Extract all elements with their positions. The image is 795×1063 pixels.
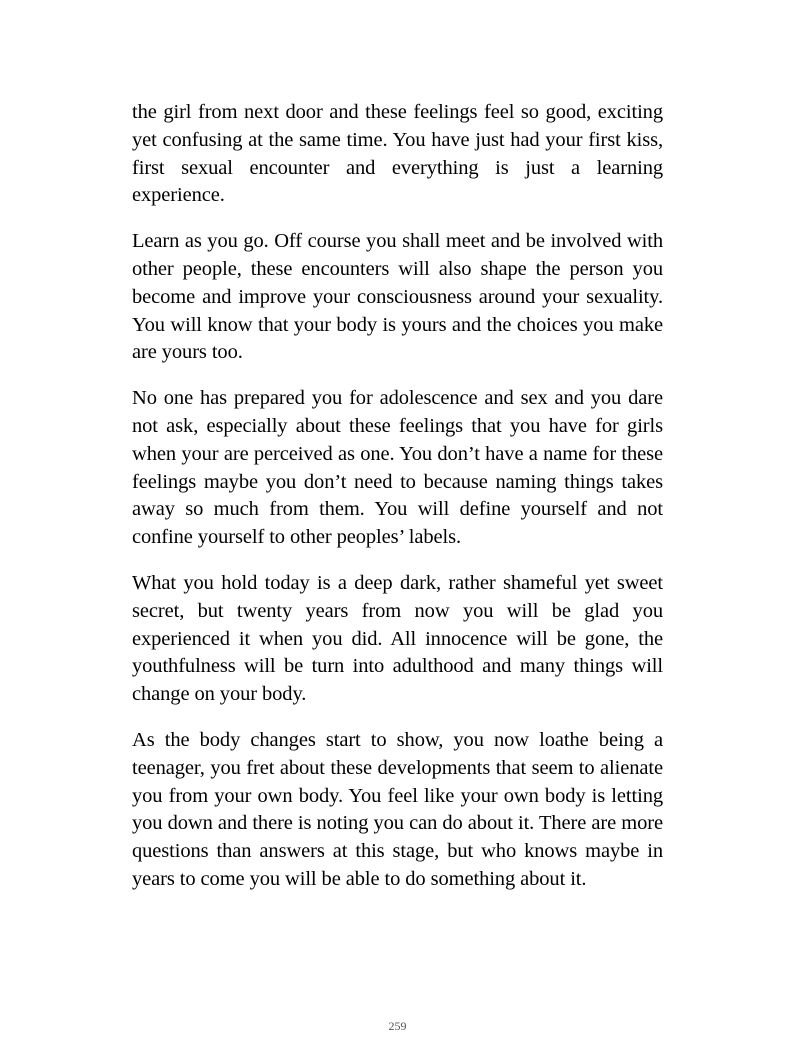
page-number: 259 [388, 1019, 407, 1033]
paragraph-3: No one has prepared you for adolescence and sex and you dare not ask, especially about these feelings that you have for girls when your are perceived as one. You don’t have a name for these feelings maybe you don’t need to because naming things takes away so much from them. You will define yourself and not confine yourself to other peoples’ labels. [132, 387, 663, 549]
paragraph-4: What you hold today is a deep dark, rather shameful yet sweet secret, but twenty years from now you will be glad you experienced it when you did. All innocence will be gone, the youthfulness will be turn into adulthood and many things will change on your body. [132, 571, 663, 706]
paragraph-5: As the body changes start to show, you now loathe being a teenager, you fret about these developments that seem to alienate you from your own body. You feel like your own body is letting you down and there is noting you can do about it. There are more questions than answers at this stage, but who knows maybe in years to come you will be able to do something about it. [132, 728, 663, 890]
paragraph-1: the girl from next door and these feelings feel so good, exciting yet confusing at the same time. You have just had your first kiss, first sexual encounter and everything is just a learning experience. [132, 101, 663, 207]
paragraph-2: Learn as you go. Off course you shall meet and be involved with other people, these encounters will also shape the person you become and improve your consciousness around your sexuality. You will know that your body is yours and the choices you make are yours too. [132, 230, 663, 364]
page-body [132, 99, 663, 912]
